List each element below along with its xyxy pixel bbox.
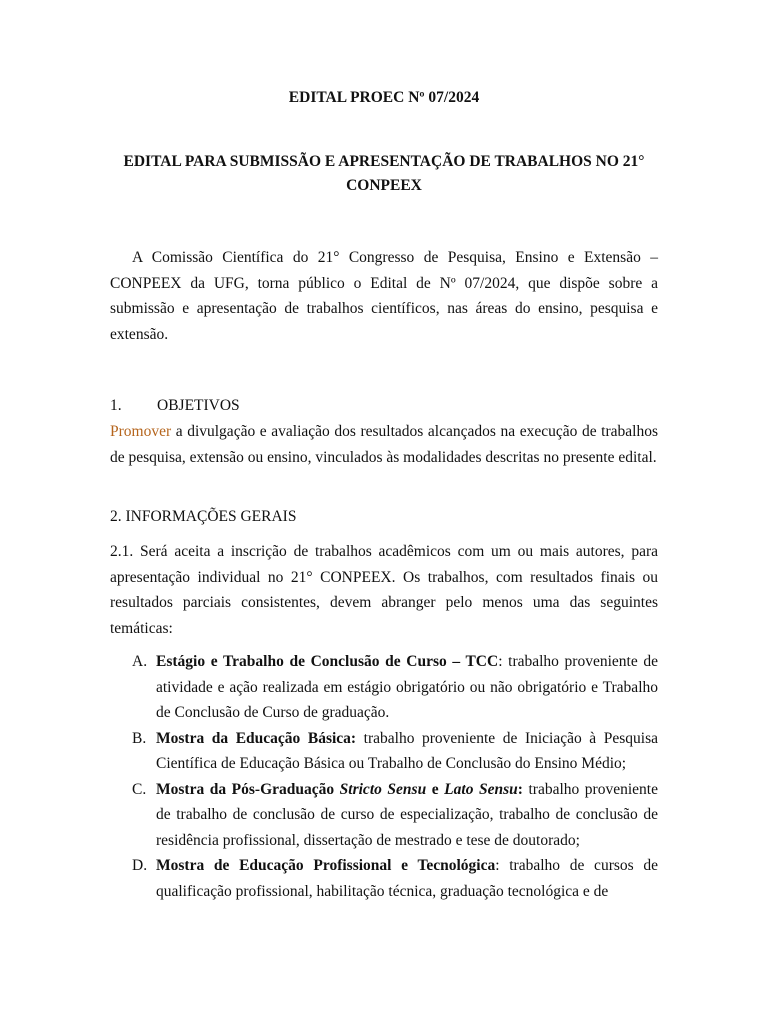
list-item-bold: Mostra da Pós-Graduação — [156, 780, 340, 798]
list-item-letter: D. — [132, 857, 148, 874]
objectives-text: a divulgação e avaliação dos resultados alcançados na execução de trabalhos de pesquisa, extensão ou ensino, vinculados às modalidades descritas no presente edital. — [110, 423, 658, 466]
list-item — [110, 726, 658, 777]
section-1-title: OBJETIVOS — [157, 397, 240, 414]
list-item-bold-italic: Stricto Sensu — [339, 780, 427, 798]
paragraph-2-1: 2.1. Será aceita a inscrição de trabalhos acadêmicos com um ou mais autores, para apresentação individual no 21° CONPEEX. Os trabalhos, com resultados finais ou resultados parciais consistentes, devem abranger pelo menos uma das seguintes temáticas: — [110, 543, 658, 637]
list-item-bold-italic: Lato Sensu — [444, 780, 518, 798]
objectives-paragraph — [110, 419, 658, 470]
intro-paragraph: A Comissão Científica do 21° Congresso de Pesquisa, Ensino e Extensão – CONPEEX da UFG, torna público o Edital de Nº 07/2024, que dispõe sobre a submissão e apresentação de trabalhos científicos, nas áreas do ensino, pesquisa e extensão. — [110, 249, 658, 343]
list-item-letter: C. — [132, 780, 147, 798]
section-1-heading — [110, 394, 240, 418]
list-item-text: trabalho proveniente de trabalho de conclusão de curso de especialização, trabalho de conclusão de residência profissional, dissertação de mestrado e tese de doutorado; — [156, 780, 658, 849]
list-item — [110, 649, 658, 726]
list-item-bold: Mostra de Educação Profissional e Tecnológica — [156, 857, 496, 874]
list-item — [110, 853, 658, 904]
document-title: EDITAL PROEC Nº 07/2024 — [288, 89, 480, 106]
list-item-text: trabalho proveniente de Iniciação à Pesquisa Científica de Educação Básica ou Trabalho de Conclusão do Ensino Médio; — [156, 729, 658, 772]
list-item-text: : trabalho de cursos de qualificação profissional, habilitação técnica, graduação tecnológica e de — [156, 857, 658, 900]
list-item-bold: : — [517, 780, 523, 798]
list-item-bold: Mostra da Educação Básica: — [156, 729, 357, 747]
section-1-number: 1. — [110, 397, 122, 414]
list-item-letter: A. — [132, 653, 148, 670]
list-item — [110, 777, 658, 854]
document-subtitle: EDITAL PARA SUBMISSÃO E APRESENTAÇÃO DE TRABALHOS NO 21° CONPEEX — [123, 153, 645, 194]
list-item-letter: B. — [132, 729, 147, 747]
list-item-bold: e — [426, 780, 445, 798]
list-item-text: : trabalho proveniente de atividade e ação realizada em estágio obrigatório ou não obrigatório e Trabalho de Conclusão de Curso de graduação. — [156, 653, 658, 721]
thematic-list — [110, 649, 658, 904]
section-2-heading: 2. INFORMAÇÕES GERAIS — [110, 508, 297, 525]
objectives-lead-word: Promover — [110, 423, 172, 440]
list-item-bold: Estágio e Trabalho de Conclusão de Curso – TCC — [156, 653, 499, 670]
